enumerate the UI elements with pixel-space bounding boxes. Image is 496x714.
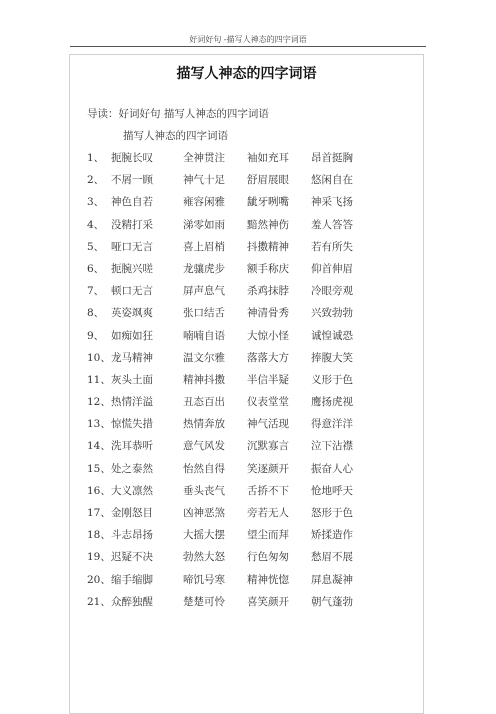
idiom: 舒眉展眼 — [247, 174, 289, 187]
idiom: 英姿飒爽 — [111, 307, 153, 320]
idiom: 温文尔雅 — [183, 351, 225, 364]
idiom: 不屑一顾 — [111, 174, 153, 187]
idiom: 屏声息气 — [183, 285, 225, 298]
idiom: 迟疑不决 — [111, 551, 153, 564]
idiom: 望尘而拜 — [247, 529, 289, 542]
idiom: 洗耳恭听 — [111, 440, 153, 453]
idiom: 神清骨秀 — [247, 307, 289, 320]
idiom: 诚惶诚恐 — [311, 329, 353, 342]
idiom: 沉默寡言 — [247, 440, 289, 453]
subheading: 描写人神态的四字词语 — [123, 130, 228, 142]
idiom: 冷眼旁观 — [311, 285, 353, 298]
idiom: 舌挢不下 — [247, 484, 289, 497]
idiom: 神色自若 — [111, 196, 153, 209]
idiom: 仪表堂堂 — [247, 396, 289, 409]
idiom: 楚楚可怜 — [183, 595, 225, 608]
intro-text: 导读：好词好句 描写人神态的四字词语 — [87, 108, 269, 120]
idiom: 羞人答答 — [311, 218, 353, 231]
idiom: 涕零如雨 — [183, 218, 225, 231]
idiom: 愁眉不展 — [311, 551, 353, 564]
idiom: 屏息凝神 — [311, 573, 353, 586]
item-number: 10、 — [87, 351, 111, 364]
idiom: 行色匆匆 — [247, 551, 289, 564]
idiom: 朝气蓬勃 — [311, 595, 353, 608]
idiom: 笑逐颜开 — [247, 462, 289, 475]
idiom: 张口结舌 — [183, 307, 225, 320]
idiom: 精神抖擞 — [183, 373, 225, 386]
idiom: 全神贯注 — [183, 152, 225, 164]
idiom: 龙骧虎步 — [183, 262, 225, 275]
item-number: 12、 — [87, 396, 111, 409]
page-header: 好词好句 -描写人神态的四字词语 — [189, 35, 307, 44]
idiom: 热情奔放 — [183, 418, 225, 431]
idiom: 大义凛然 — [111, 484, 153, 497]
item-number: 14、 — [87, 440, 111, 453]
idiom: 捧腹大笑 — [311, 351, 353, 364]
idiom: 没精打采 — [111, 218, 153, 231]
idiom: 啼饥号寒 — [183, 573, 225, 586]
idiom: 喃喃自语 — [183, 329, 225, 342]
item-number: 21、 — [87, 595, 111, 608]
idiom: 灰头土面 — [111, 373, 153, 386]
idiom: 精神恍惚 — [247, 573, 289, 586]
idiom: 神气活现 — [247, 418, 289, 431]
idiom: 额手称庆 — [247, 262, 289, 275]
idiom: 神气十足 — [183, 174, 225, 187]
item-number: 5、 — [87, 240, 105, 253]
idiom: 矫揉造作 — [311, 529, 353, 542]
idiom: 惊慌失措 — [111, 418, 153, 431]
item-number: 11、 — [87, 373, 111, 386]
idiom: 若有所失 — [311, 240, 353, 253]
idiom: 杀鸡抹脖 — [247, 285, 289, 298]
idiom: 哑口无言 — [111, 240, 153, 253]
idiom: 昂首挺胸 — [311, 152, 353, 164]
idiom: 怒形于色 — [311, 507, 353, 519]
idiom: 凶神恶煞 — [183, 507, 225, 519]
item-number: 7、 — [87, 285, 105, 298]
idiom: 众醉独醒 — [111, 595, 153, 608]
idiom: 怆地呼天 — [311, 484, 353, 497]
idiom: 扼腕兴嗟 — [111, 262, 153, 275]
item-number: 15、 — [87, 462, 111, 475]
idiom: 大摇大摆 — [183, 529, 225, 542]
idiom: 大惊小怪 — [247, 329, 289, 342]
idiom: 如痴如狂 — [111, 329, 153, 342]
idiom: 热情洋溢 — [111, 396, 153, 409]
item-number: 18、 — [87, 529, 111, 542]
idiom: 旁若无人 — [247, 507, 289, 519]
idiom: 扼腕长叹 — [111, 152, 153, 164]
item-number: 3、 — [87, 196, 105, 209]
item-number: 19、 — [87, 551, 111, 564]
idiom: 袖如充耳 — [247, 152, 289, 164]
idiom: 金刚怒目 — [111, 507, 153, 519]
idiom: 缩手缩脚 — [111, 573, 153, 586]
idiom: 半信半疑 — [247, 373, 289, 386]
idiom: 斗志昂扬 — [111, 529, 153, 542]
idiom: 顿口无言 — [111, 285, 153, 298]
idiom: 黯然神伤 — [247, 218, 289, 231]
item-number: 1、 — [87, 152, 105, 164]
idiom: 垂头丧气 — [183, 484, 225, 497]
idiom: 喜笑颜开 — [247, 595, 289, 608]
document-title: 描写人神态的四字词语 — [176, 66, 317, 82]
item-number: 16、 — [87, 484, 111, 497]
idiom: 意气风发 — [183, 440, 225, 453]
idiom: 振奋人心 — [311, 462, 353, 475]
idiom: 处之泰然 — [111, 462, 153, 475]
item-number: 8、 — [87, 307, 105, 320]
item-number: 9、 — [87, 329, 105, 342]
idiom: 抖擞精神 — [247, 240, 289, 253]
item-number: 13、 — [87, 418, 111, 431]
idiom: 丑态百出 — [183, 396, 225, 409]
item-number: 20、 — [87, 573, 111, 586]
idiom: 泣下沾襟 — [311, 440, 353, 453]
idiom: 仰首伸眉 — [311, 262, 353, 275]
idiom: 得意洋洋 — [311, 418, 353, 431]
idiom: 落落大方 — [247, 351, 289, 364]
idiom: 龇牙咧嘴 — [247, 196, 289, 209]
item-number: 2、 — [87, 174, 105, 187]
item-number: 6、 — [87, 262, 105, 275]
item-number: 17、 — [87, 507, 111, 519]
idiom: 雍容闲雅 — [183, 196, 225, 209]
header-divider — [70, 46, 426, 47]
idiom: 兴致勃勃 — [311, 307, 353, 320]
idiom: 神采飞扬 — [311, 196, 353, 209]
idiom: 鹰扬虎视 — [311, 396, 353, 409]
idiom: 龙马精神 — [111, 351, 153, 364]
item-number: 4、 — [87, 218, 105, 231]
idiom: 勃然大怒 — [183, 551, 225, 564]
idiom: 悠闲自在 — [311, 174, 353, 187]
idiom: 喜上眉梢 — [183, 240, 225, 253]
idiom: 义形于色 — [311, 373, 353, 386]
idiom: 怡然自得 — [183, 462, 225, 475]
